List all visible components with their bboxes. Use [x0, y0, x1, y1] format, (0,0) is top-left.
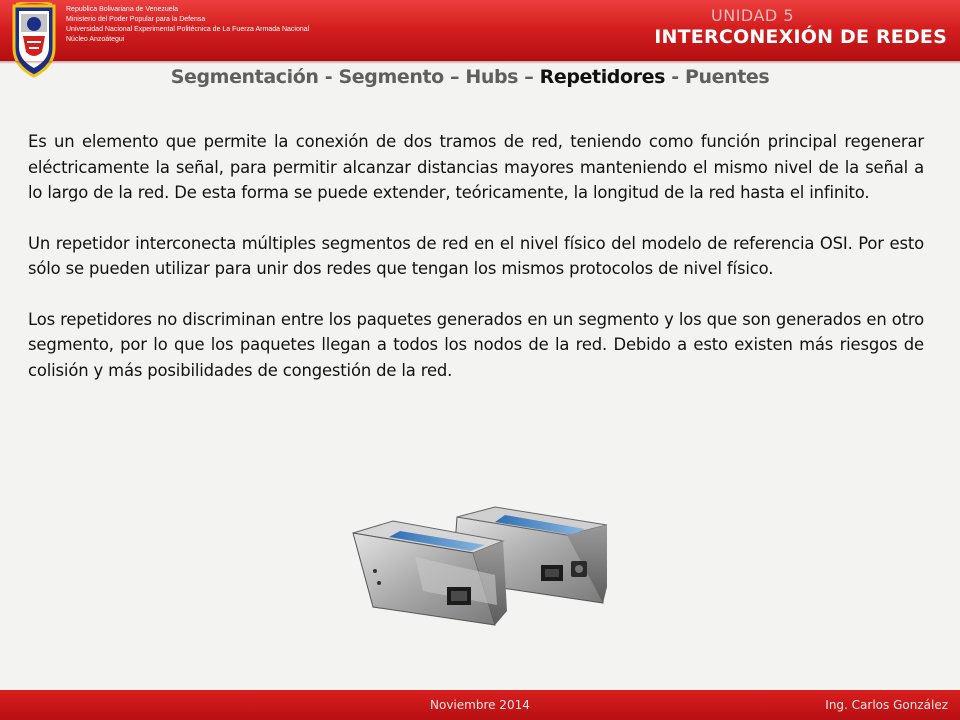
institution-block	[66, 5, 486, 45]
title-item-puentes: Puentes	[684, 66, 770, 88]
institution-line: Núcleo Anzoátegui	[66, 36, 125, 43]
paragraph-osi: Un repetidor interconecta múltiples segmentos de red en el nivel físico del modelo de referencia OSI. Por esto sólo se pueden utilizar para unir dos redes que tengan los mismos protocolos de nivel físico.	[28, 233, 924, 278]
footer-author: Ing. Carlos González	[825, 698, 948, 712]
slide-body	[28, 129, 924, 383]
institution-line: Ministerio del Poder Popular para la Defensa	[66, 16, 206, 23]
title-item-repetidores: Repetidores	[539, 66, 666, 88]
slide-title	[0, 66, 940, 88]
title-item-hubs: Hubs	[465, 66, 519, 88]
title-separator: -	[318, 66, 339, 88]
footer-band	[0, 690, 960, 720]
paragraph-collisions: Los repetidores no discriminan entre los paquetes generados en un segmento y los que son generados en otro segmento, por lo que los paquetes llegan a todos los nodos de la red. Debido a esto existen más riesgos de colisión y más posibilidades de congestión de la red.	[28, 309, 924, 380]
paragraph-definition: Es un elemento que permite la conexión de dos tramos de red, teniendo como función principal regenerar eléctricamente la señal, para permitir alcanzar distancias mayores manteniendo el mismo nivel de la señal a lo largo de la red. De esta forma se puede extender, teóricamente, la longitud de la red hasta el infinito.	[28, 132, 924, 202]
title-item-segmentacion: Segmentación	[170, 66, 319, 88]
title-separator: –	[443, 66, 466, 88]
footer-date: Noviembre 2014	[430, 698, 530, 712]
unit-label: UNIDAD 5	[711, 6, 794, 25]
header-band	[0, 0, 960, 61]
repeater-device-photo	[345, 495, 615, 645]
institution-line: Universidad Nacional Experimental Politécnica de La Fuerza Armada Nacional	[66, 26, 310, 33]
institution-line: Republica Bolivariana de Venezuela	[66, 6, 179, 13]
unit-title: INTERCONEXIÓN DE REDES	[654, 26, 947, 48]
title-item-segmento: Segmento	[338, 66, 444, 88]
title-separator: -	[665, 66, 685, 88]
title-separator: –	[518, 66, 540, 88]
